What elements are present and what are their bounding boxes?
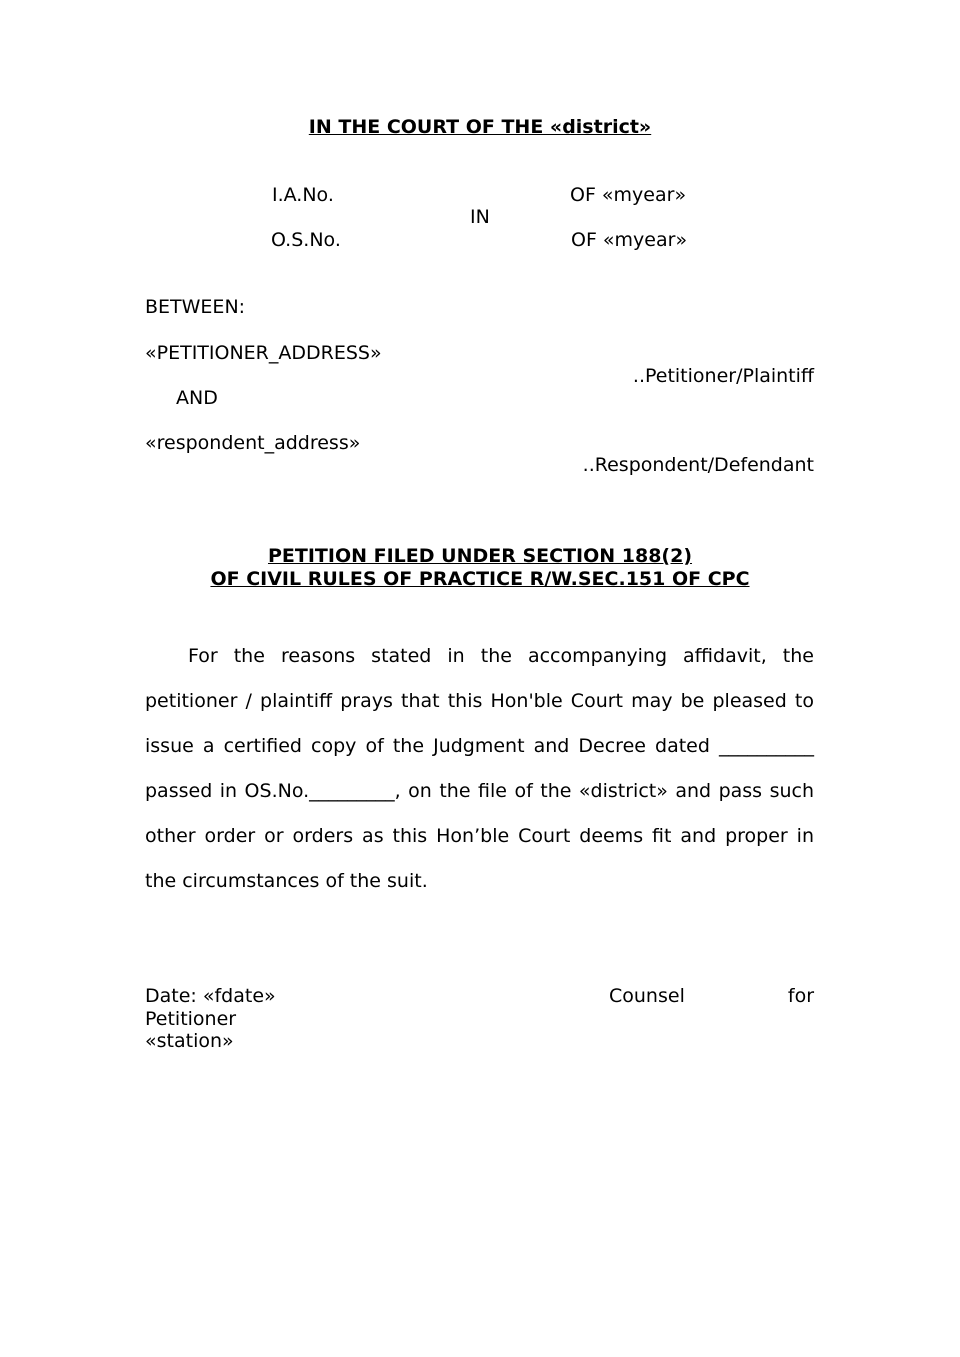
and-label: AND <box>176 387 218 409</box>
petition-heading-line-1: PETITION FILED UNDER SECTION 188(2) <box>267 545 693 567</box>
respondent-role: ..Respondent/Defendant <box>582 454 814 476</box>
counsel-signature-line <box>609 985 814 1008</box>
between-label: BETWEEN: <box>145 296 246 318</box>
ia-number-label: I.A.No. <box>272 184 334 206</box>
counsel-word: Counsel <box>609 985 685 1007</box>
date-field: Date: «fdate» <box>145 985 276 1007</box>
petition-body-paragraph: For the reasons stated in the accompanying affidavit, the petitioner / plaintiff prays that this Hon'ble Court may be pleased to issue a certified copy of the Judgment and Decree dated __________ passed in OS.No._________, on the file of the «district» and pass such other order or orders as this Hon’ble Court deems fit and proper in the circumstances of the suit. <box>145 645 814 892</box>
for-word: for <box>787 985 814 1007</box>
petitioner-word: Petitioner <box>145 1008 237 1030</box>
station-field: «station» <box>145 1030 234 1052</box>
os-number-label: O.S.No. <box>271 229 341 251</box>
petition-heading-line-2: OF CIVIL RULES OF PRACTICE R/W.SEC.151 OF CPC <box>210 568 750 590</box>
respondent-address: «respondent_address» <box>145 432 361 454</box>
petitioner-address: «PETITIONER_ADDRESS» <box>145 342 382 364</box>
os-year-field: OF «myear» <box>571 229 688 251</box>
petitioner-role: ..Petitioner/Plaintiff <box>632 365 814 387</box>
court-title: IN THE COURT OF THE «district» <box>308 116 652 138</box>
ia-year-field: OF «myear» <box>570 184 687 206</box>
in-connector: IN <box>470 206 490 228</box>
